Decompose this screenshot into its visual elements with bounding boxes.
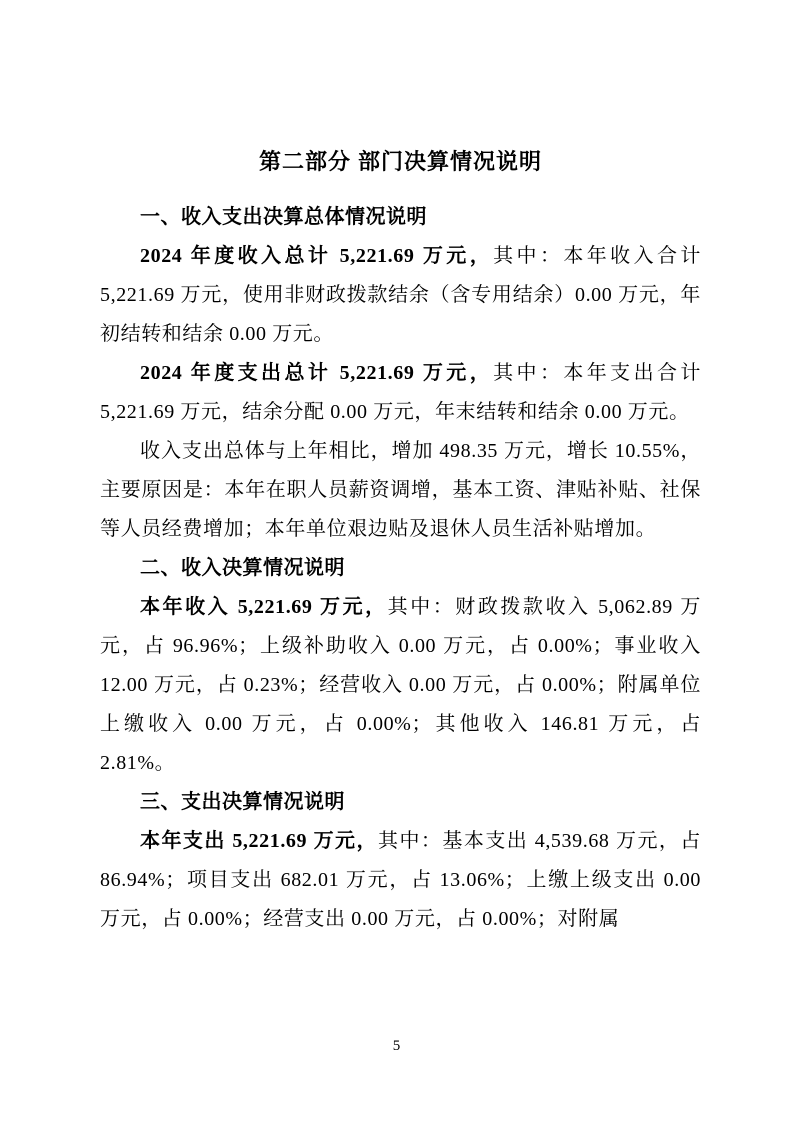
section-expenditure bbox=[100, 783, 701, 939]
paragraph-rest: 收入支出总体与上年相比，增加 498.35 万元，增长 10.55%，主要原因是：本年在职人员薪资调增，基本工资、津贴补贴、社保等人员经费增加；本年单位艰边贴及退休人员生活补贴增加。 bbox=[100, 440, 701, 540]
section-heading: 二、收入决算情况说明 bbox=[140, 557, 345, 579]
section-heading: 三、支出决算情况说明 bbox=[140, 791, 345, 813]
body-paragraph bbox=[100, 237, 701, 354]
page-number: 5 bbox=[392, 1038, 401, 1054]
paragraph-rest: 其中：基本支出 4,539.68 万元，占 86.94%；项目支出 682.01 万元，占 13.06%；上缴上级支出 0.00 万元，占 0.00%；经营支出 0.00 万元，占 0.00%；对附属 bbox=[100, 830, 701, 930]
paragraph-lead: 本年收入 5,221.69 万元， bbox=[140, 596, 388, 618]
paragraph-rest: 其中：财政拨款收入 5,062.89 万元，占 96.96%；上级补助收入 0.00 万元，占 0.00%；事业收入 12.00 万元，占 0.23%；经营收入 0.00 万元，占 0.00%；附属单位上缴收入 0.00 万元，占 0.00%；其他收入 146.81 万元，占 2.81%。 bbox=[100, 596, 702, 774]
body-paragraph bbox=[100, 822, 701, 939]
body-paragraph bbox=[100, 432, 701, 549]
paragraph-lead: 2024 年度支出总计 5,221.69 万元， bbox=[140, 362, 494, 384]
section-overall bbox=[100, 198, 701, 549]
body-paragraph bbox=[100, 354, 701, 432]
paragraph-rest: 其中：本年支出合计 5,221.69 万元，结余分配 0.00 万元，年末结转和结余 0.00 万元。 bbox=[100, 362, 701, 423]
section-heading: 一、收入支出决算总体情况说明 bbox=[140, 206, 427, 228]
document-title: 第二部分 部门决算情况说明 bbox=[258, 149, 543, 174]
paragraph-lead: 2024 年度收入总计 5,221.69 万元， bbox=[140, 245, 494, 267]
document-content bbox=[100, 143, 701, 939]
paragraph-lead: 本年支出 5,221.69 万元， bbox=[140, 830, 378, 852]
body-paragraph bbox=[100, 588, 701, 783]
paragraph-rest: 其中：本年收入合计 5,221.69 万元，使用非财政拨款结余（含专用结余）0.00 万元，年初结转和结余 0.00 万元。 bbox=[100, 245, 701, 345]
section-income bbox=[100, 549, 701, 783]
